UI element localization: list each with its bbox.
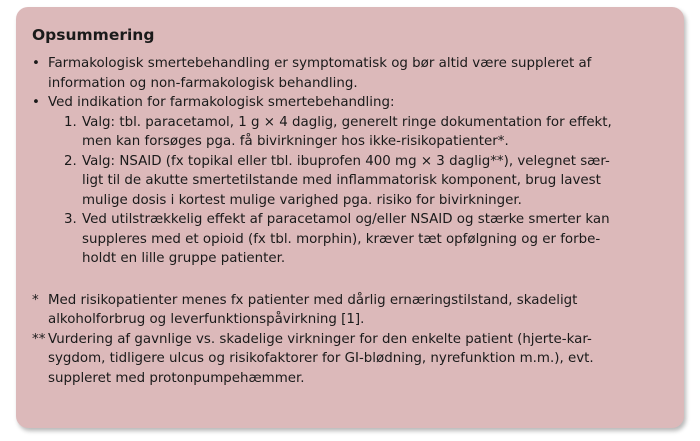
treatment-steps <box>48 113 666 269</box>
list-item: • Farmakologisk smertebehandling er symptomatisk og bør altid være suppleret af information og non-farmakologisk behandling. <box>32 56 592 91</box>
bullet-marker: • <box>32 95 40 110</box>
step-item: 2. Valg: NSAID (fx topikal eller tbl. ibuprofen 400 mg × 3 daglig**), velegnet sær- ligt til de akutte smertetilstande med inflammatorisk komponent, brug lavest mulige dosis i kortest mulige varighed pga. risiko for bivirkninger. <box>64 153 610 208</box>
footnote-marker: ** <box>32 331 46 347</box>
step-number: 1. <box>64 114 77 130</box>
bullet-marker: • <box>32 56 40 71</box>
footnote-marker: * <box>32 292 39 308</box>
footnote: ** Vurdering af gavnlige vs. skadelige virkninger for den enkelte patient (hjerte-kar- sygdom, tidligere ulcus og risikofaktorer for GI-blødning, nyrefunktion m.m.), evt. suppleret med protonpumpehæmmer. <box>32 331 594 386</box>
summary-list <box>32 54 666 269</box>
list-item: • Ved indikation for farmakologisk smertebehandling: 1. Valg: tbl. paracetamol, 1 g × 4 daglig, generelt ringe dokumentation for effekt, men kan forsøges pga. få bivirkninger hos ikke-risikopatienter*. 2. Valg: NSAID (fx topikal eller tbl. ibuprofen 400 mg × 3 daglig**), velegnet sær- ligt til de akutte smertetilstande med inflammatorisk komponent, brug lavest mulige dosis i kortest mulige varighed pga. risiko for bivirkninger. 3. Ved utilstrækkelig effekt af paracetamol og/eller NSAID og stærke smerter kan suppleres med et opioid (fx tbl. morphin), kræver tæt opfølgning og er forbe- holdt en lille gruppe patienter. <box>32 93 666 269</box>
step-item: 1. Valg: tbl. paracetamol, 1 g × 4 daglig, generelt ringe dokumentation for effekt, men kan forsøges pga. få bivirkninger hos ikke-risikopatienter*. <box>64 114 612 149</box>
step-number: 2. <box>64 153 77 169</box>
step-item: 3. Ved utilstrækkelig effekt af paracetamol og/eller NSAID og stærke smerter kan suppleres med et opioid (fx tbl. morphin), kræver tæt opfølgning og er forbe- holdt en lille gruppe patienter. <box>64 212 610 266</box>
summary-title: Opsummering <box>32 26 155 44</box>
summary-box <box>16 7 684 428</box>
step-number: 3. <box>64 212 77 227</box>
footnotes <box>32 291 666 389</box>
footnote: * Med risikopatienter menes fx patienter med dårlig ernæringstilstand, skadeligt alkoholforbrug og leverfunktionspåvirkning [1]. <box>32 292 578 327</box>
